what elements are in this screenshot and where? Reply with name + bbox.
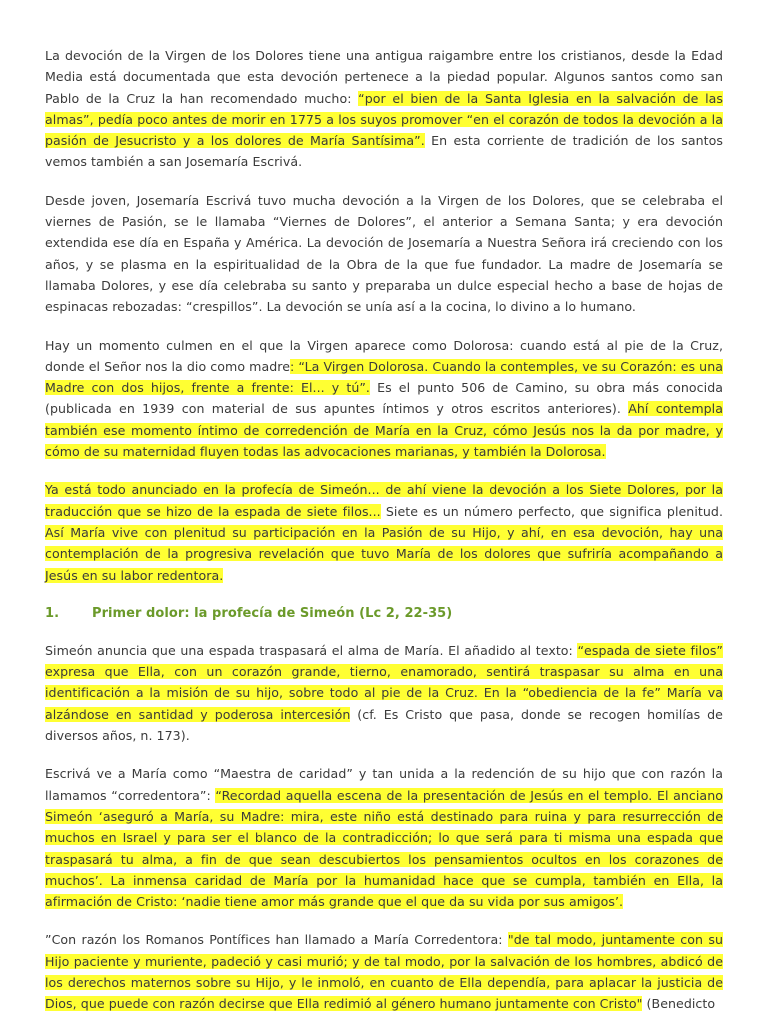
paragraph-2 xyxy=(45,190,723,318)
paragraph-5 xyxy=(45,640,723,746)
paragraph-4 xyxy=(45,479,723,585)
section-title: Primer dolor: la profecía de Simeón (Lc 2, 22-35) xyxy=(92,605,453,621)
text-span: Simeón anuncia que una espada traspasará el alma de María. El añadido al texto: xyxy=(45,642,578,658)
paragraph-7 xyxy=(45,929,723,1014)
section-heading xyxy=(45,603,723,624)
section-number: 1. xyxy=(45,605,60,621)
text-span: La devoción de la Virgen de los Dolores tiene una antigua raigambre entre los cristianos, desde la Edad Media está documentada que esta devoción pertenece a la piedad popular. Algunos santos como san Pablo de la Cruz la han recomendado mucho: xyxy=(45,48,723,106)
text-span: Siete es un número perfecto, que significa plenitud. xyxy=(380,503,723,519)
text-span: (Benedicto xyxy=(642,996,716,1012)
document-body xyxy=(45,45,723,1032)
text-span: En esta corriente de tradición de los santos vemos también a san Josemaría Escrivá. xyxy=(45,133,723,170)
highlighted-quote: “Recordad aquella escena de la presentación de Jesús en el templo. El anciano Simeón ‘aseguró a María, su Madre: mira, este niño está destinado para ruina y para resurrección de muchos en Israel y para ser el blanco de la contradicción; lo que será para ti misma una espada que traspasará tu alma, a fin de que sean descubiertos los pensamientos ocultos en los corazones de muchos’. La inmensa caridad de María por la humanidad hace que se cumpla, también en Ella, la afirmación de Cristo: ‘nadie tiene amor más grande que el que da su vida por sus amigos’. xyxy=(45,787,723,910)
text-span: Escrivá ve a María como “Maestra de caridad” y tan unida a la redención de su hijo que con razón la llamamos “corredentora”: xyxy=(45,766,723,803)
highlighted-quote: "de tal modo, juntamente con su Hijo paciente y muriente, padeció y casi murió; y de tal modo, por la salvación de los hombres, abdicó de los derechos maternos sobre su Hijo, y le inmoló, en cuanto de Ella dependía, para aplacar la justicia de Dios, que puede con razón decirse que Ella redimió al género humano juntamente con Cristo" xyxy=(45,932,723,1012)
highlighted-text: Ya está todo anunciado en la profecía de Simeón... de ahí viene la devoción a los Siete Dolores, por la traducción que se hizo de la espada de siete filos... xyxy=(45,482,723,519)
text-span: (cf. Es Cristo que pasa, donde se recogen homilías de diversos años, n. 173). xyxy=(45,706,723,744)
highlighted-text: “espada de siete filos” expresa que Ella, con un corazón grande, tierno, enamorado, sentirá traspasar su alma en una identificación a la misión de su hijo, sobre todo al pie de la Cruz. En la “obediencia de la fe” María va alzándose en santidad y poderosa intercesión xyxy=(45,642,724,722)
text-span: ”Con razón los Romanos Pontífices han llamado a María Corredentora: xyxy=(45,932,508,948)
text-span: Hay un momento culmen en el que la Virgen aparece como Dolorosa: cuando está al pie de la Cruz, donde el Señor nos la dio como madre xyxy=(45,337,723,374)
highlighted-quote: “por el bien de la Santa Iglesia en la salvación de las almas”, pedía poco antes de morir en 1775 a los suyos promover “en el corazón de todos la devoción a la pasión de Jesucristo y a los dolores de María Santísima”. xyxy=(45,90,723,149)
highlighted-text: Así María vive con plenitud su participación en la Pasión de su Hijo, y ahí, en esa devoción, hay una contemplación de la progresiva revelación que tuvo María de los dolores que sufriría acompañando a Jesús en su labor redentora. xyxy=(45,524,723,583)
paragraph-6 xyxy=(45,763,723,912)
text-span: Es el punto 506 de Camino, su obra más conocida (publicada en 1939 con material de sus apuntes íntimos y otros escritos anteriores). xyxy=(45,380,723,417)
text-span: Desde joven, Josemaría Escrivá tuvo mucha devoción a la Virgen de los Dolores, que se celebraba el viernes de Pasión, se le llamaba “Viernes de Dolores”, el anterior a Semana Santa; y era devoción extendida ese día en España y América. La devoción de Josemaría a Nuestra Señora irá creciendo con los años, y se plasma en la espiritualidad de la Obra de la que fue fundador. La madre de Josemaría se llamaba Dolores, y ese día celebraba su santo y preparaba un dulce especial hecho a base de hojas de espinacas rebozadas: “crespillos”. La devoción se unía así a la cocina, lo divino a lo humano. xyxy=(45,192,723,315)
highlighted-text: Ahí contempla también ese momento íntimo de corredención de María en la Cruz, cómo Jesús nos la da por madre, y cómo de su maternidad fluyen todas las advocaciones marianas, y también la Dolorosa. xyxy=(45,401,723,460)
highlighted-quote: : “La Virgen Dolorosa. Cuando la contemples, ve su Corazón: es una Madre con dos hijos, frente a frente: El... y tú”. xyxy=(45,358,724,396)
paragraph-1 xyxy=(45,45,723,173)
paragraph-3 xyxy=(45,335,723,463)
